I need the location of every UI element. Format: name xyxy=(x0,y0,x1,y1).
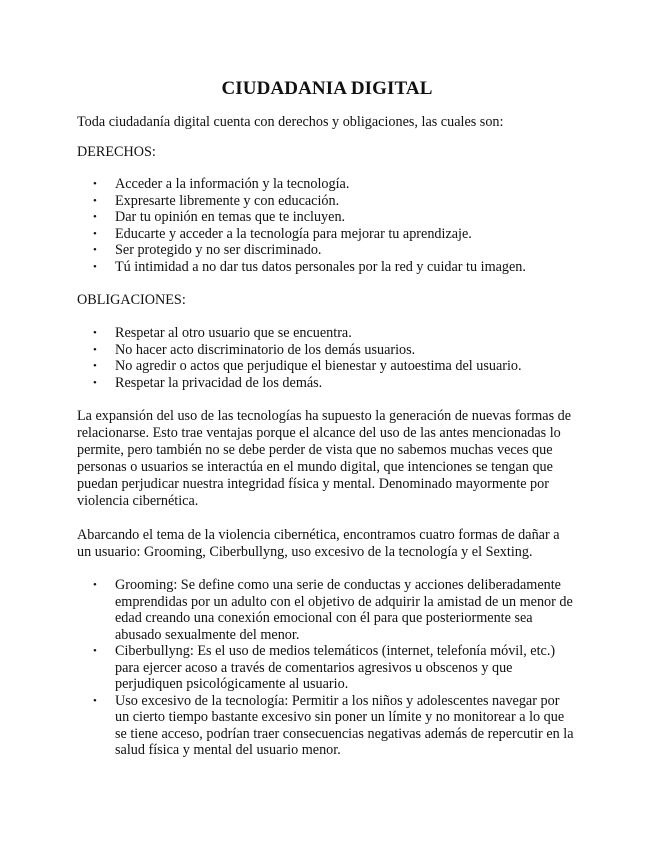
obligaciones-heading: OBLIGACIONES: xyxy=(77,292,186,308)
document-page xyxy=(77,78,577,759)
bullet-icon: • xyxy=(93,178,97,190)
list-item: • Ciberbullyng: Es el uso de medios telemáticos (internet, telefonía móvil, etc.) para ejercer acoso a través de comentarios agresivos u obscenos y que perjudiquen psicológicamente al usuario. xyxy=(93,643,556,692)
bullet-icon: • xyxy=(93,579,97,591)
derechos-list xyxy=(77,176,577,275)
obligaciones-list xyxy=(77,325,577,391)
list-item: • Dar tu opinión en temas que te incluyen. xyxy=(93,209,346,225)
bullet-icon: • xyxy=(93,343,97,356)
list-item: • Tú intimidad a no dar tus datos personales por la red y cuidar tu imagen. xyxy=(93,258,526,275)
list-item: • No agredir o actos que perjudique el bienestar y autoestima del usuario. xyxy=(93,358,522,374)
bullet-icon: • xyxy=(93,194,97,207)
list-item: • Respetar la privacidad de los demás. xyxy=(93,374,323,391)
bullet-icon: • xyxy=(93,360,97,372)
document-title: CIUDADANIA DIGITAL xyxy=(221,78,433,99)
list-item: • Expresarte libremente y con educación. xyxy=(93,192,340,209)
derechos-heading: DERECHOS: xyxy=(77,144,156,160)
bullet-icon: • xyxy=(93,376,97,389)
bullet-icon: • xyxy=(93,211,97,223)
list-item: • No hacer acto discriminatorio de los demás usuarios. xyxy=(93,341,416,358)
list-item: • Acceder a la información y la tecnología. xyxy=(93,176,350,192)
list-item: • Respetar al otro usuario que se encuentra. xyxy=(93,325,352,341)
bullet-icon: • xyxy=(93,260,97,273)
list-item: • Ser protegido y no ser discriminado. xyxy=(93,242,322,258)
list-item: • Uso excesivo de la tecnología: Permitir a los niños y adolescentes navegar por un cierto tiempo bastante excesivo sin poner un límite y no monitorear a lo que se tiene acceso, podrían traer consecuencias negativas además de repercutir en la salud física y mental del usuario menor. xyxy=(93,692,574,758)
bullet-icon: • xyxy=(93,244,97,256)
list-item: • Educarte y acceder a la tecnología para mejorar tu aprendizaje. xyxy=(93,225,472,242)
bullet-icon: • xyxy=(93,645,97,657)
bullet-icon: • xyxy=(93,327,97,339)
intro-paragraph: Toda ciudadanía digital cuenta con derechos y obligaciones, las cuales son: xyxy=(77,114,504,130)
bullet-icon: • xyxy=(93,694,97,707)
bullet-icon: • xyxy=(93,227,97,240)
list-item: • Grooming: Se define como una serie de conductas y acciones deliberadamente emprendidas por un adulto con el objetivo de adquirir la amistad de un menor de edad creando una conexión emocional con él para que posteriormente sea abusado sexualmente del menor. xyxy=(93,577,573,643)
expansion-paragraph: La expansión del uso de las tecnologías ha supuesto la generación de nuevas formas de relacionarse. Esto trae ventajas porque el alcance del uso de las antes mencionadas lo permite, pero también no se debe perder de vista que no sabemos muchas veces que personas o usuarios se interactúa en el mundo digital, que intenciones se tengan que puedan perjudicar nuestra integridad física y mental. Denominado mayormente por violencia cibernética. xyxy=(77,408,572,509)
violencia-paragraph: Abarcando el tema de la violencia cibernética, encontramos cuatro formas de dañar a un usuario: Grooming, Ciberbullyng, uso excesivo de la tecnología y el Sexting. xyxy=(77,527,560,560)
formas-list xyxy=(77,577,577,759)
